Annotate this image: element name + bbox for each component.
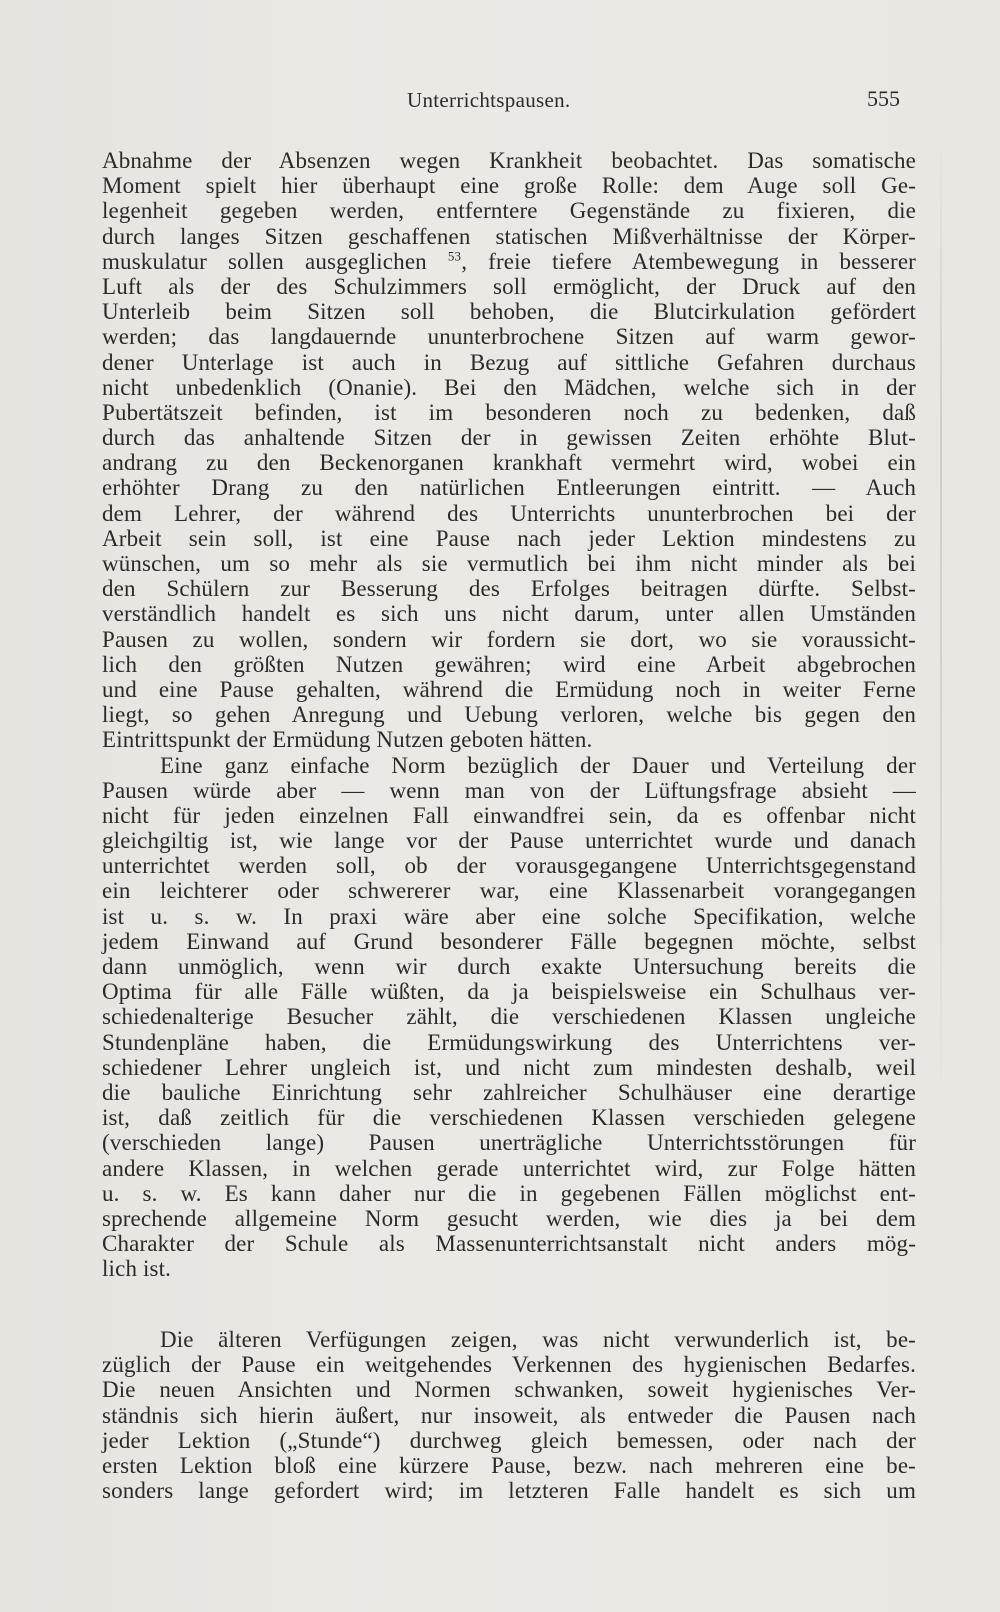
text-line: jeder Lektion („Stunde“) durchweg gleich bemessen, oder nach der [102, 1427, 916, 1453]
running-title: Unterrichtspausen. [407, 88, 571, 112]
paragraph-first-line: Eine ganz einfache Norm bezüglich der Dauer und Verteilung der [160, 752, 916, 778]
text-line: Charakter der Schule als Massenunterrichtsanstalt nicht anders mög- [102, 1231, 916, 1257]
text-line: ist, daß zeitlich für die verschiedenen Klassen verschieden gelegene [102, 1105, 916, 1131]
text-line: legenheit gegeben werden, entferntere Gegenstände zu fixieren, die [102, 198, 916, 224]
text-line: Moment spielt hier überhaupt eine große Rolle: dem Auge soll Ge- [102, 173, 916, 199]
text-line: Pausen würde aber — wenn man von der Lüftungsfrage absieht — [102, 777, 916, 803]
text-line: dener Unterlage ist auch in Bezug auf sittliche Gefahren durchaus [102, 349, 916, 375]
text-line: Luft als der des Schulzimmers soll ermöglicht, der Druck auf den [102, 273, 916, 299]
text-line: Optima für alle Fälle wüßten, da ja beispielsweise ein Schulhaus ver- [102, 979, 916, 1005]
text-line: dann unmöglich, wenn wir durch exakte Untersuchung bereits die [102, 954, 916, 979]
text-line: lich den größten Nutzen gewähren; wird eine Arbeit abgebrochen [102, 651, 916, 677]
text-line: u. s. w. Es kann daher nur die in gegebenen Fällen möglichst ent- [102, 1180, 916, 1206]
text-line: gleichgiltig ist, wie lange vor der Pause unterrichtet wurde und danach [102, 828, 916, 854]
text-line: dem Lehrer, der während des Unterrichts ununterbrochen bei der [102, 500, 916, 526]
text-line: den Schülern zur Besserung des Erfolges beitragen dürfte. Selbst- [102, 576, 916, 602]
text-line: unterrichtet werden soll, ob der vorausgegangene Unterrichtsgegenstand [102, 853, 916, 879]
text-line: Pausen zu wollen, sondern wir fordern sie dort, wo sie voraussicht- [102, 626, 916, 652]
text-line: ist u. s. w. In praxi wäre aber eine solche Specifikation, welche [102, 903, 916, 929]
text-line: die bauliche Einrichtung sehr zahlreicher Schulhäuser eine derartige [102, 1079, 916, 1105]
text-segment: muskulatur sollen ausgeglichen [102, 248, 448, 274]
text-line: Die neuen Ansichten und Normen schwanken, soweit hygienisches Ver- [102, 1377, 916, 1403]
body-text-section [102, 1327, 916, 1503]
text-line: sprechende allgemeine Norm gesucht werden, wie dies ja bei dem [102, 1205, 916, 1231]
text-line: verständlich handelt es sich uns nicht darum, unter allen Umständen [102, 601, 916, 627]
text-line: schiedenalterige Besucher zählt, die verschiedenen Klassen ungleiche [102, 1004, 916, 1030]
text-line: (verschieden lange) Pausen unerträgliche Unterrichtsstörungen für [102, 1130, 916, 1156]
text-line: lich ist. [102, 1256, 172, 1282]
text-line: andere Klassen, in welchen gerade unterrichtet wird, zur Folge hätten [102, 1155, 916, 1181]
text-line: Arbeit sein soll, ist eine Pause nach jeder Lektion mindestens zu [102, 525, 916, 551]
text-line: andrang zu den Beckenorganen krankhaft vermehrt wird, wobei ein [102, 450, 916, 476]
text-line: ein leichterer oder schwererer war, eine Klassenarbeit vorangegangen [102, 878, 916, 904]
text-line: züglich der Pause ein weitgehendes Verkennen des hygienischen Bedarfes. [102, 1352, 916, 1378]
text-line: werden; das langdauernde ununterbrochene Sitzen auf warm gewor- [102, 324, 916, 350]
text-line: Abnahme der Absenzen wegen Krankheit beobachtet. Das somatische [102, 148, 916, 173]
page-number: 555 [867, 86, 900, 111]
text-line: Pubertätszeit befinden, ist im besonderen noch zu bedenken, daß [102, 399, 916, 425]
text-line: Eintrittspunkt der Ermüdung Nutzen geboten hätten. [102, 727, 593, 753]
text-line: Unterleib beim Sitzen soll behoben, die Blutcirkulation gefördert [102, 299, 916, 325]
text-line: erhöhter Drang zu den natürlichen Entleerungen eintritt. — Auch [102, 475, 916, 501]
text-line: durch das anhaltende Sitzen der in gewissen Zeiten erhöhte Blut- [102, 425, 916, 451]
text-line: ersten Lektion bloß eine kürzere Pause, bezw. nach mehreren eine be- [102, 1452, 916, 1478]
body-text-main [102, 148, 916, 1281]
text-line-with-footnote [102, 249, 916, 274]
footnote-reference: 53 [447, 248, 462, 264]
text-line: wünschen, um so mehr als sie vermutlich bei ihm nicht minder als bei [102, 551, 916, 576]
text-line: und eine Pause gehalten, während die Ermüdung noch in weiter Ferne [102, 676, 916, 702]
text-line: sonders lange gefordert wird; im letzteren Falle handelt es sich um [102, 1478, 916, 1504]
text-line: jedem Einwand auf Grund besonderer Fälle begegnen möchte, selbst [102, 928, 916, 954]
paragraph-first-line: Die älteren Verfügungen zeigen, was nicht verwunderlich ist, be- [160, 1327, 916, 1352]
text-line: nicht für jeden einzelnen Fall einwandfrei sein, da es offenbar nicht [102, 802, 916, 828]
text-line: ständnis sich hierin äußert, nur insoweit, als entweder die Pausen nach [102, 1402, 916, 1428]
text-line: durch langes Sitzen geschaffenen statischen Mißverhältnisse der Körper- [102, 223, 916, 249]
text-line: nicht unbedenklich (Onanie). Bei den Mädchen, welche sich in der [102, 374, 916, 400]
text-segment: , freie tiefere Atembewegung in besserer [461, 248, 916, 274]
page-edge-shadow [940, 130, 942, 1110]
text-line: liegt, so gehen Anregung und Uebung verloren, welche bis gegen den [102, 702, 916, 728]
text-line: Stundenpläne haben, die Ermüdungswirkung des Unterrichtens ver- [102, 1029, 916, 1055]
text-line: schiedener Lehrer ungleich ist, und nicht zum mindesten deshalb, weil [102, 1054, 916, 1080]
